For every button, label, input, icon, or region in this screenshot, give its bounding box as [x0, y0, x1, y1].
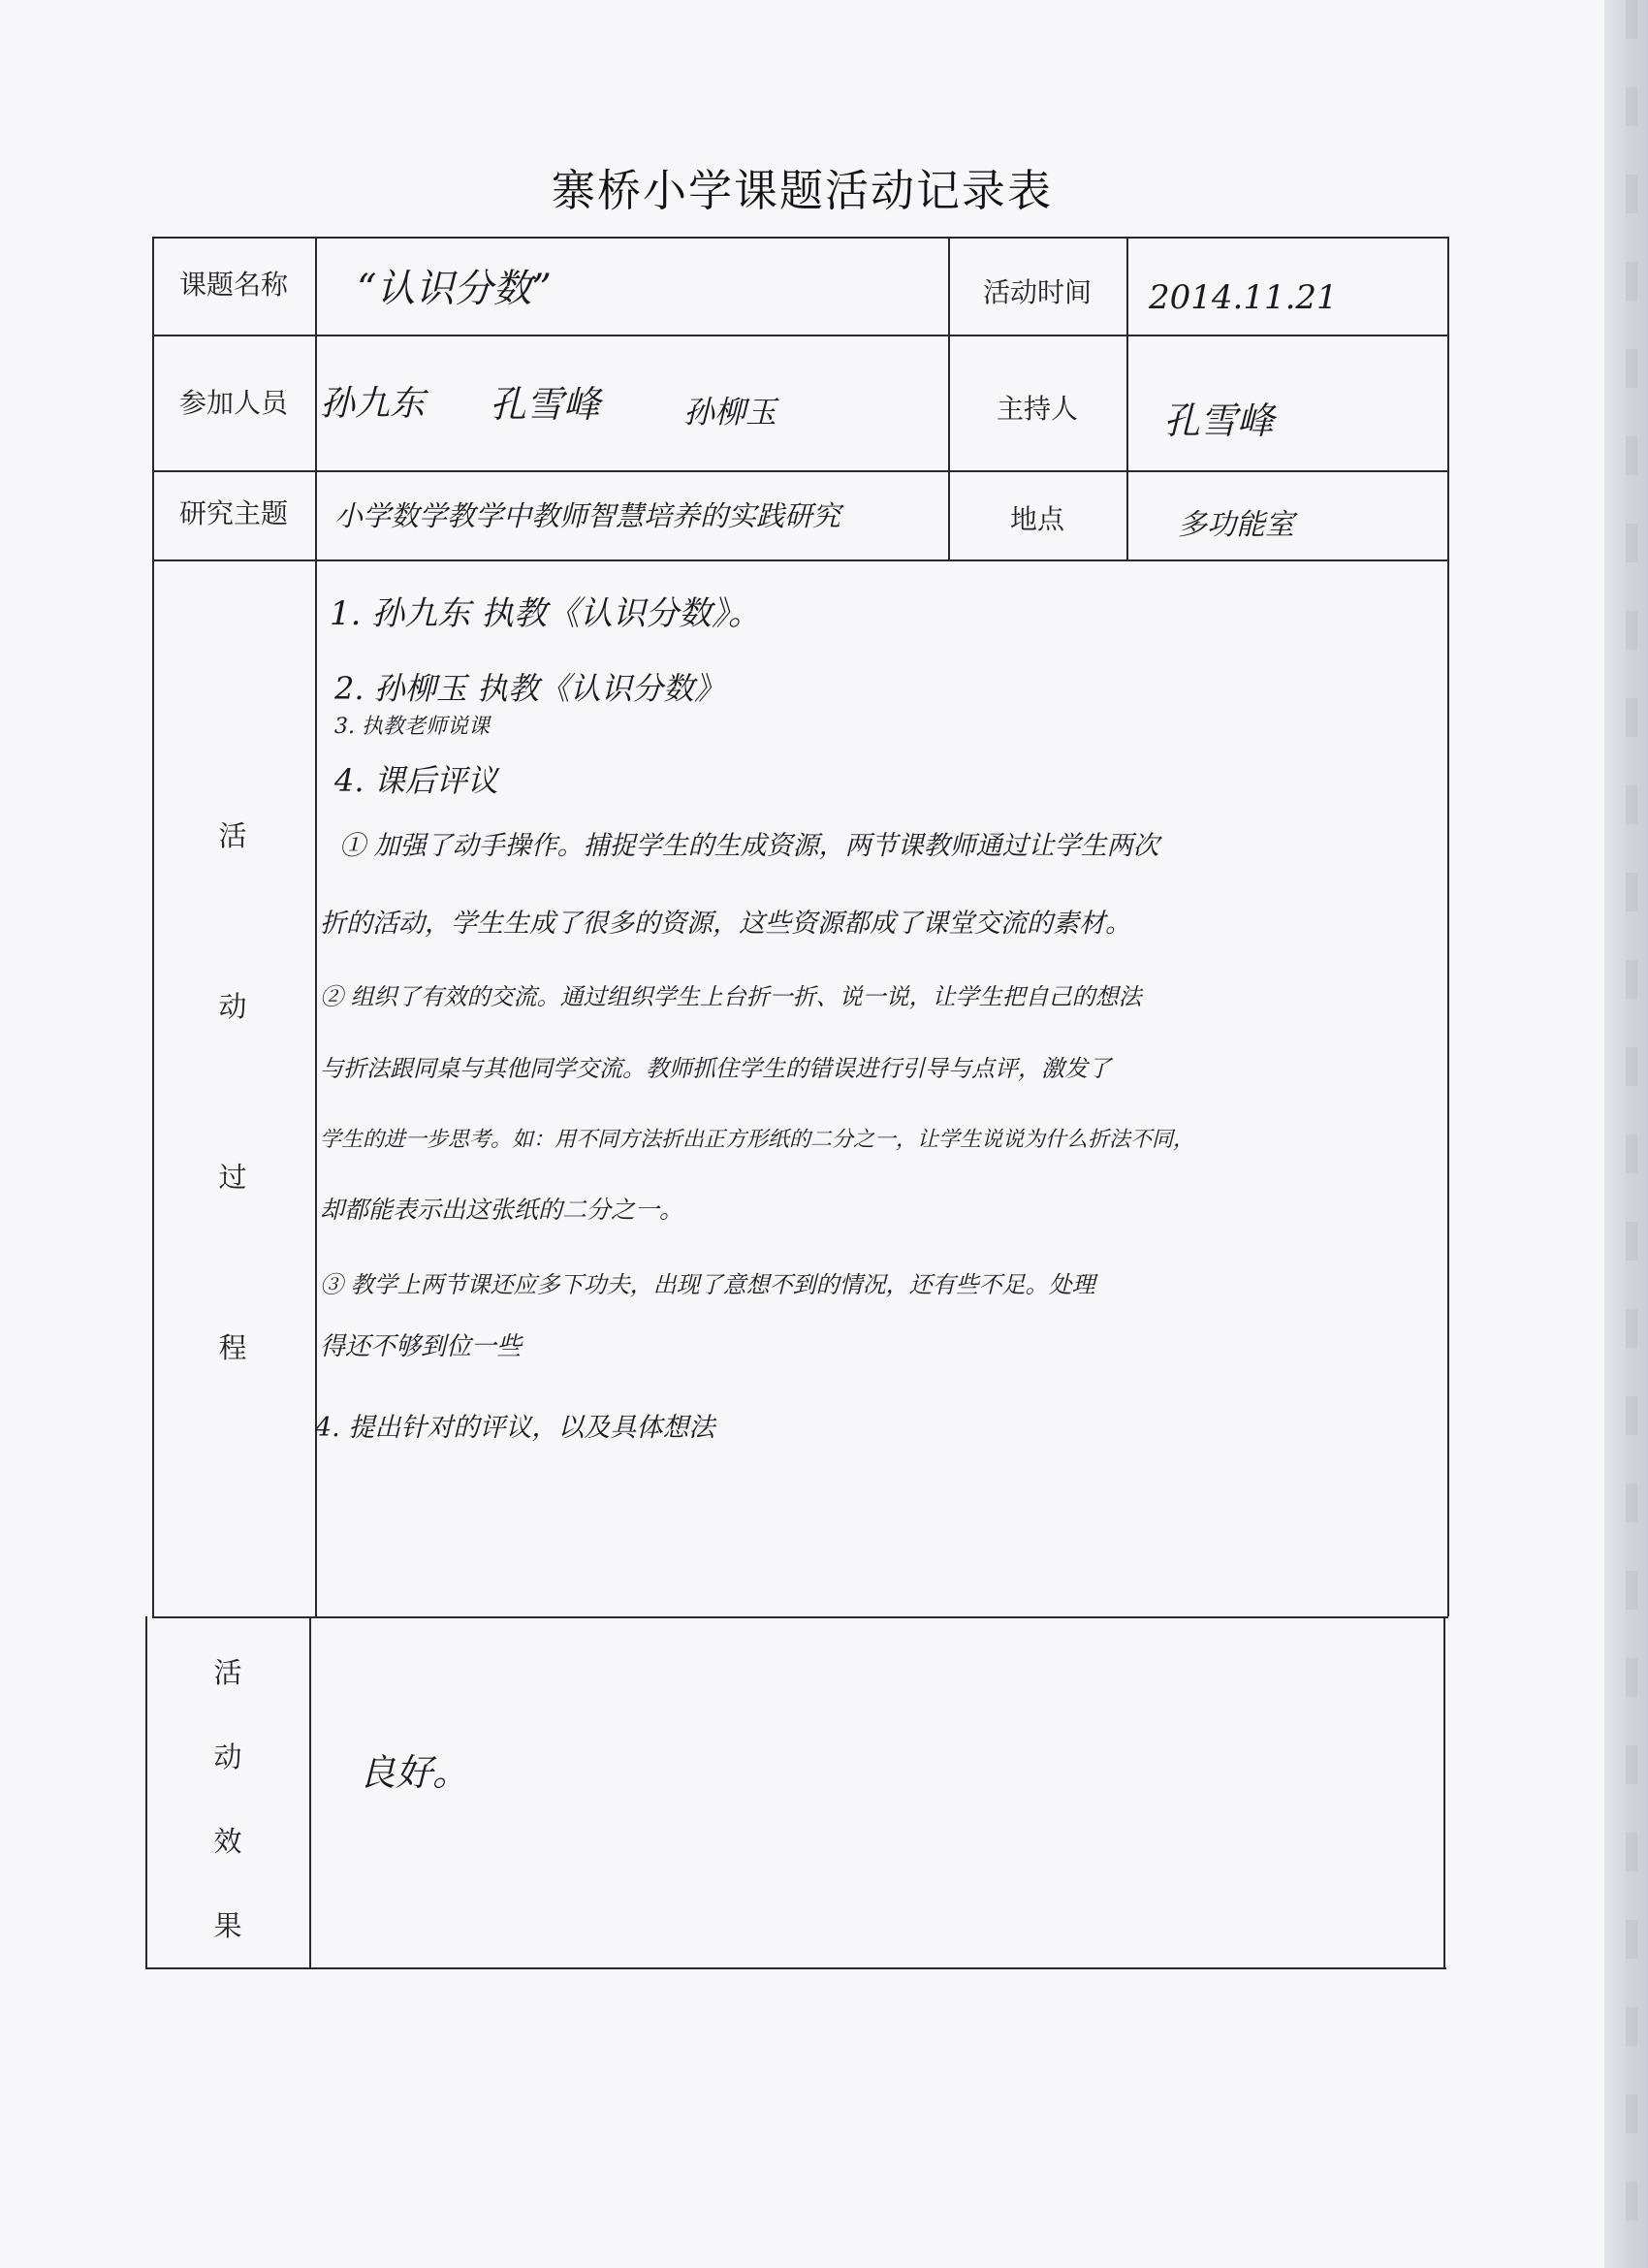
participant-2: 孔雪峰 [490, 383, 601, 426]
process-line-3: 3. 执教老师说课 [334, 715, 490, 739]
participant-3: 孙柳玉 [683, 394, 777, 431]
process-line-9: 学生的进一步思考。如：用不同方法折出正方形纸的二分之一，让学生说说为什么折法不同， [320, 1128, 1195, 1152]
effect-label-char-4: 果 [213, 1909, 242, 1942]
process-line-5: ① 加强了动手操作。捕捉学生的生成资源，两节课教师通过让学生两次 [339, 831, 1159, 861]
research-theme-label: 研究主题 [178, 497, 288, 529]
process-line-13: 4. 提出针对的评议，以及具体想法 [315, 1413, 715, 1443]
activity-time-value: 2014.11.21 [1149, 278, 1338, 317]
topic-name-label: 课题名称 [178, 269, 288, 301]
process-label-char-1: 活 [218, 819, 247, 852]
process-line-1: 1. 孙九东 执教《认识分数》。 [330, 594, 762, 633]
process-label-char-2: 动 [218, 990, 247, 1023]
effect-value: 良好。 [359, 1751, 470, 1794]
process-line-7: ② 组织了有效的交流。通过组织学生上台折一折、说一说，让学生把自己的想法 [320, 983, 1142, 1010]
participants-label: 参加人员 [178, 387, 288, 419]
effect-label-char-2: 动 [213, 1741, 242, 1773]
process-line-2: 2. 孙柳玉 执教《认识分数》 [334, 670, 725, 707]
host-label: 主持人 [996, 393, 1078, 425]
process-line-6: 折的活动，学生生成了很多的资源，这些资源都成了课堂交流的素材。 [320, 909, 1131, 939]
participant-1: 孙九东 [320, 384, 426, 424]
scan-edge [1604, 0, 1648, 2268]
process-line-12: 得还不够到位一些 [320, 1332, 523, 1361]
topic-name-value: “认识分数” [357, 267, 552, 311]
effect-label-char-1: 活 [213, 1656, 242, 1689]
process-line-11: ③ 教学上两节课还应多下功夫，出现了意想不到的情况，还有些不足。处理 [320, 1271, 1095, 1298]
research-theme-value: 小学数学教学中教师智慧培养的实践研究 [334, 499, 841, 532]
process-line-8: 与折法跟同桌与其他同学交流。教师抓住学生的错误进行引导与点评，激发了 [320, 1055, 1111, 1082]
document-title: 寨桥小学课题活动记录表 [551, 165, 1053, 216]
process-line-4: 4. 课后评议 [334, 762, 498, 799]
host-value: 孔雪峰 [1163, 399, 1275, 442]
location-label: 地点 [1009, 503, 1064, 535]
location-value: 多功能室 [1178, 508, 1294, 542]
process-label-char-3: 过 [218, 1161, 247, 1194]
activity-time-label: 活动时间 [982, 276, 1092, 308]
process-label-char-4: 程 [218, 1331, 247, 1364]
effect-label-char-3: 效 [213, 1825, 242, 1858]
process-line-10: 却都能表示出这张纸的二分之一。 [320, 1196, 684, 1224]
